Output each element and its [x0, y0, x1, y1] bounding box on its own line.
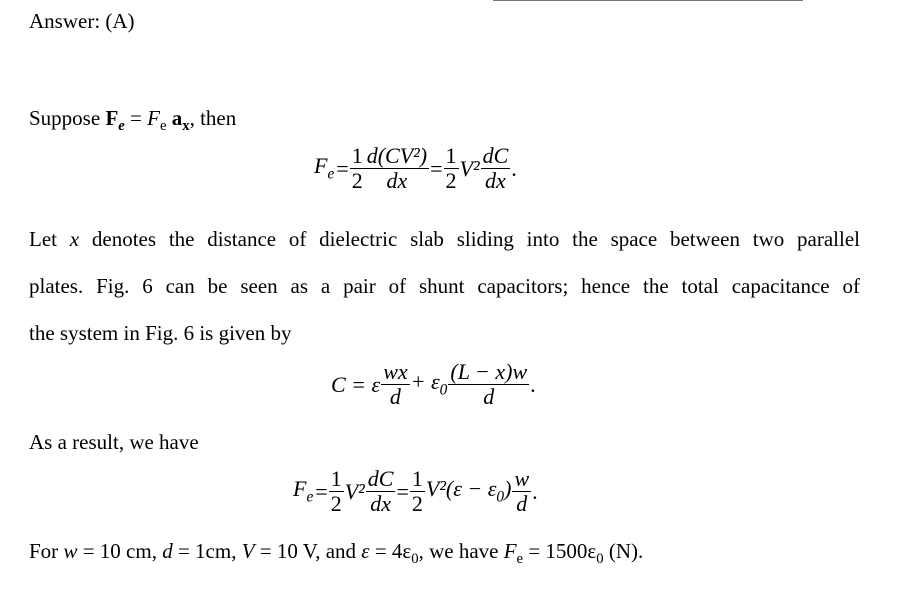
eq3-equals: = [315, 478, 328, 504]
eq1-frac-dc-dx: $\frac{dC}{dx}$ [482, 143, 509, 193]
equation-force [313, 144, 518, 193]
eq3-middle-term: $V^2(\varepsilon - \varepsilon_0)$ [425, 476, 512, 506]
equation-force-result [292, 467, 539, 516]
equation-capacitance [330, 360, 537, 409]
eq1-equals: = [336, 155, 349, 181]
top-rule [493, 0, 803, 1]
eq3-period: . [532, 478, 538, 504]
eq1-v-squared: V² [459, 155, 480, 181]
eq2-period: . [530, 371, 536, 397]
suppose-line [29, 106, 236, 135]
eq3-v-squared: V² [344, 478, 365, 504]
result-line: As a result, we have [29, 430, 199, 454]
eq1-frac-half-2: $\frac{1}{2}$ [445, 143, 457, 193]
eq2-frac-wx-d: $\frac{wx}{d}$ [383, 359, 408, 409]
eq3-frac-w-d: $\frac{w}{d}$ [514, 466, 530, 516]
suppose-suffix: , then [189, 106, 237, 130]
subscript-e: e [159, 118, 167, 135]
eq1-frac-derivative: $\frac{\text{d(CV²)}}{dx}$ [366, 143, 428, 193]
unit-vector-symbol: $a_x$ [166, 106, 190, 135]
force-vector-symbol: $F_e$ [105, 106, 125, 135]
answer-line: Answer: (A) [29, 9, 135, 33]
final-line: For w = 10 cm, d = 1cm, V = 10 V, and $\varepsilon = 4\varepsilon_0$, we have $F_e = 1500\varepsilon_0$ (N). [29, 539, 644, 568]
eq3-frac-half: $\frac{1}{2}$ [330, 466, 342, 516]
eq1-frac-half: $\frac{1}{2}$ [351, 143, 363, 193]
eq2-plus-eps0: + $\varepsilon_0$ [410, 369, 448, 399]
para1-line2: plates. Fig. 6 can be seen as a pair of shunt capacitors; hence the total capacitance of [29, 274, 860, 298]
equals-text: = [124, 106, 148, 130]
eq3-lhs: $F_e$ [293, 476, 314, 506]
para1-line1: Let x denotes the distance of dielectric slab sliding into the space between two parallel [29, 227, 860, 251]
eq2-lhs: C = ε [331, 371, 381, 397]
eq1-equals-2: = [430, 155, 443, 181]
eq3-frac-half-2: $\frac{1}{2}$ [411, 466, 423, 516]
eq2-frac-lxw-d: $\frac{(L - x)w}{d}$ [450, 359, 528, 409]
force-scalar-symbol: F [147, 106, 160, 130]
eq1-period: . [511, 155, 517, 181]
suppose-prefix: Suppose [29, 106, 106, 130]
eq3-equals-2: = [396, 478, 409, 504]
para1-line3: the system in Fig. 6 is given by [29, 321, 292, 345]
eq3-frac-dc-dx: $\frac{dC}{dx}$ [367, 466, 394, 516]
eq1-lhs: $F_e$ [314, 153, 335, 183]
